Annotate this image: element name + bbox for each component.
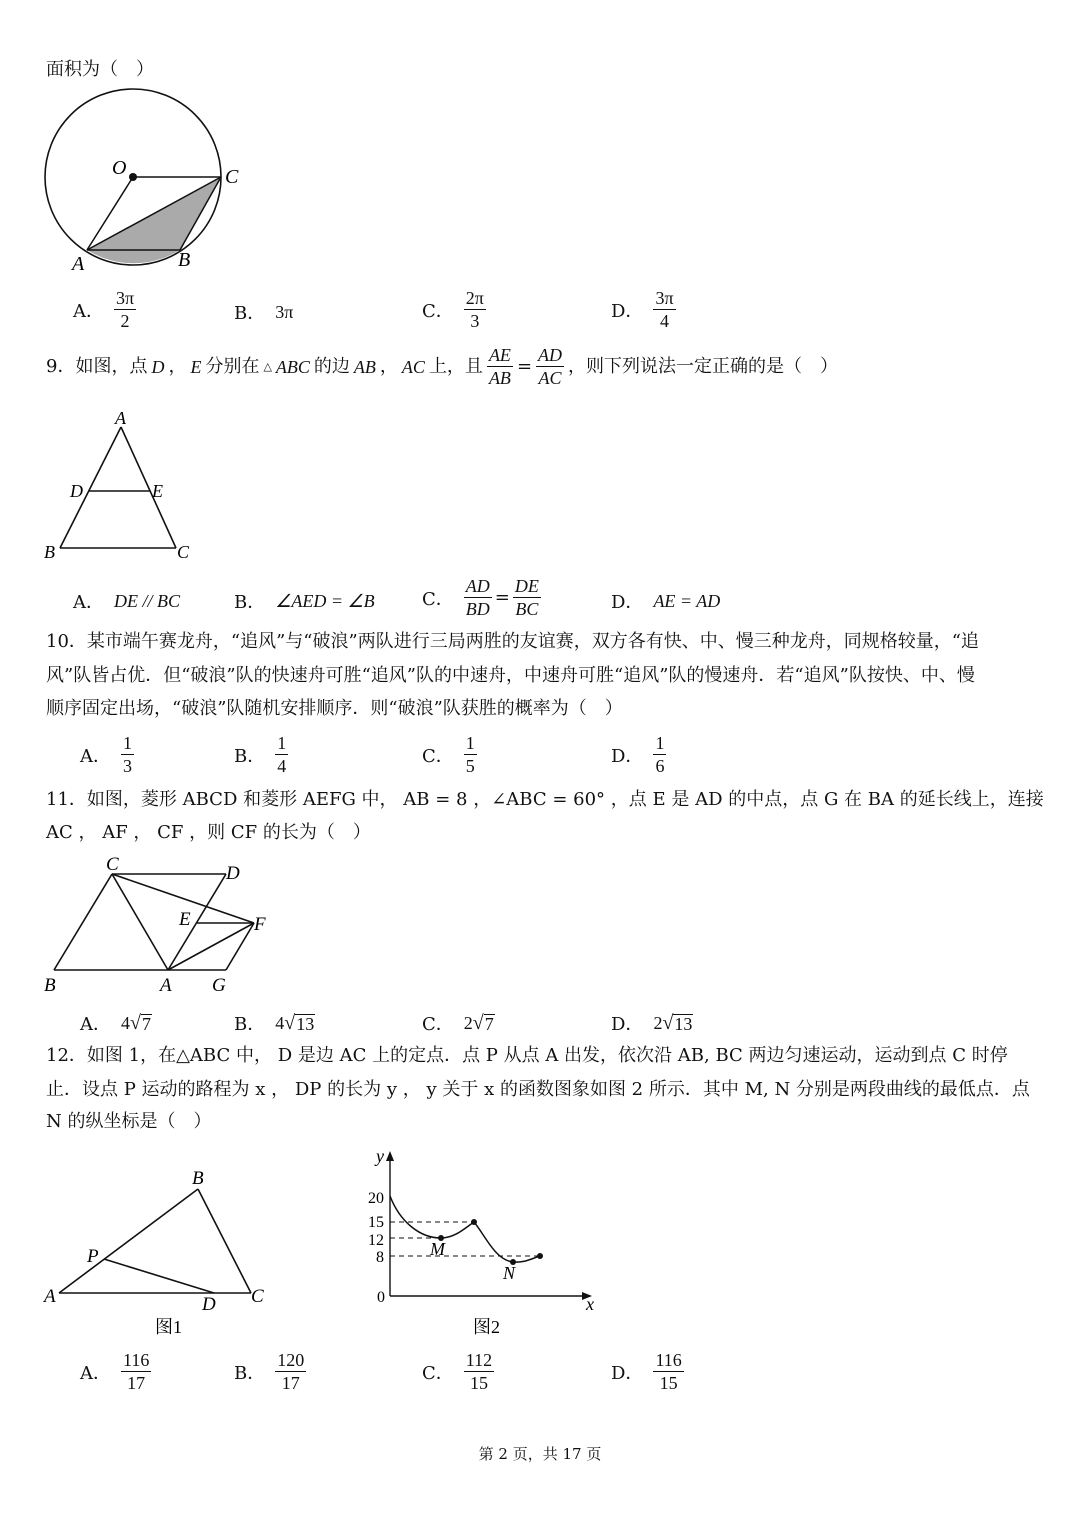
q10-line-1: 10．某市端午赛龙舟，“追风”与“破浪”两队进行三局两胜的友谊赛，双方各有快、中、慢三种龙舟，同规格较量，“追	[46, 631, 979, 652]
q12-line-3: N 的纵坐标是（ ）	[46, 1111, 212, 1132]
q9-option-d[interactable]: D． AE = AD	[611, 590, 721, 613]
q11-line-2: AC ， AF ， CF ，则 CF 的长为（ ）	[46, 822, 371, 843]
svg-text:F: F	[254, 914, 266, 935]
y-axis-arrow-icon	[386, 1151, 394, 1161]
q12-option-d[interactable]: D． $\frac{116}{15}$	[611, 1350, 682, 1393]
svg-text:12: 12	[368, 1232, 384, 1249]
svg-text:N: N	[503, 1263, 516, 1283]
svg-text:x: x	[586, 1294, 594, 1314]
q8-option-d[interactable]: D． $\frac{3\pi}{4}$	[611, 288, 674, 331]
q9-stem: 9．如图，点 D ， E 分别在 △ ABC 的边 AB ， AC 上，且 $\frac{AE}{AB}$ = $\frac{AD}{AC}$ ，则下列说法一定正确的是（ ）	[46, 345, 839, 388]
q11-option-d[interactable]: D． 2 √ 13	[611, 1011, 693, 1035]
svg-text:D: D	[202, 1294, 216, 1315]
q8-option-b[interactable]: B． 3π	[234, 301, 294, 324]
svg-text:G: G	[212, 975, 226, 996]
label-C: C	[225, 166, 239, 188]
q12-line-2: 止．设点 P 运动的路程为 x ， DP 的长为 y ， y 关于 x 的函数图象如图 2 所示．其中 M, N 分别是两段曲线的最低点．点	[46, 1079, 1030, 1100]
q10-option-b[interactable]: B． $\frac{1}{4}$	[234, 733, 287, 776]
svg-text:15: 15	[368, 1214, 384, 1231]
svg-text:图2: 图2	[473, 1317, 500, 1337]
q12-option-c[interactable]: C． $\frac{112}{15}$	[422, 1350, 493, 1393]
function-curve	[390, 1196, 540, 1262]
q9-option-a[interactable]: A． DE // BC	[73, 590, 180, 613]
svg-text:B: B	[44, 975, 56, 996]
label-A: A	[72, 253, 85, 275]
svg-text:0: 0	[377, 1289, 385, 1306]
q8-option-c[interactable]: C． $\frac{2\pi}{3}$	[422, 288, 484, 331]
q12-option-b[interactable]: B． $\frac{120}{17}$	[234, 1350, 305, 1393]
svg-text:20: 20	[368, 1190, 384, 1207]
q8-option-a[interactable]: A． $\frac{3\pi}{2}$	[73, 288, 135, 331]
svg-text:图1: 图1	[155, 1317, 182, 1337]
q11-option-a[interactable]: A． 4 √ 7	[80, 1011, 151, 1035]
svg-text:C: C	[106, 854, 119, 875]
q10-option-a[interactable]: A． $\frac{1}{3}$	[80, 733, 132, 776]
q8-stem-tail: 面积为（ ）	[46, 59, 154, 80]
q12-option-a[interactable]: A． $\frac{116}{17}$	[80, 1350, 150, 1393]
svg-text:E: E	[152, 481, 163, 501]
q11-option-c[interactable]: C． 2 √ 7	[422, 1011, 494, 1035]
q10-option-c[interactable]: C． $\frac{1}{5}$	[422, 733, 475, 776]
svg-text:y: y	[376, 1146, 384, 1166]
label-O: O	[112, 157, 127, 179]
svg-text:A: A	[115, 408, 126, 428]
svg-text:8: 8	[376, 1249, 384, 1266]
page-footer: 第 2 页，共 17 页	[478, 1445, 602, 1463]
svg-text:P: P	[87, 1246, 99, 1267]
q12-line-1: 12．如图 1，在△ABC 中， D 是边 AC 上的定点．点 P 从点 A 出发，依次沿 AB, BC 两边匀速运动，运动到点 C 时停	[46, 1045, 1008, 1066]
svg-text:D: D	[226, 863, 240, 884]
svg-text:A: A	[160, 975, 172, 996]
svg-text:B: B	[192, 1168, 204, 1189]
svg-text:B: B	[44, 542, 55, 562]
q10-line-2: 风”队皆占优．但“破浪”队的快速舟可胜“追风”队的中速舟，中速舟可胜“追风”队的慢速舟．若“追风”队按快、中、慢	[46, 665, 975, 686]
q9-option-b[interactable]: B． ∠AED = ∠B	[234, 590, 375, 613]
q9-option-c[interactable]: C． $\frac{AD}{BD}$ = $\frac{DE}{BC}$	[422, 576, 539, 619]
svg-text:A: A	[44, 1286, 56, 1307]
q11-line-1: 11．如图，菱形 ABCD 和菱形 AEFG 中， AB = 8 ，∠ABC = 60° ，点 E 是 AD 的中点，点 G 在 BA 的延长线上，连接	[46, 789, 1044, 810]
q10-option-d[interactable]: D． $\frac{1}{6}$	[611, 733, 665, 776]
q11-option-b[interactable]: B． 4 √ 13	[234, 1011, 315, 1035]
svg-text:M: M	[430, 1239, 445, 1259]
svg-text:E: E	[179, 909, 191, 930]
q10-line-3: 顺序固定出场，“破浪”队随机安排顺序．则“破浪”队获胜的概率为（ ）	[46, 698, 623, 719]
svg-text:C: C	[177, 542, 190, 562]
svg-text:D: D	[70, 481, 83, 501]
svg-text:C: C	[251, 1286, 264, 1307]
label-B: B	[178, 249, 191, 271]
